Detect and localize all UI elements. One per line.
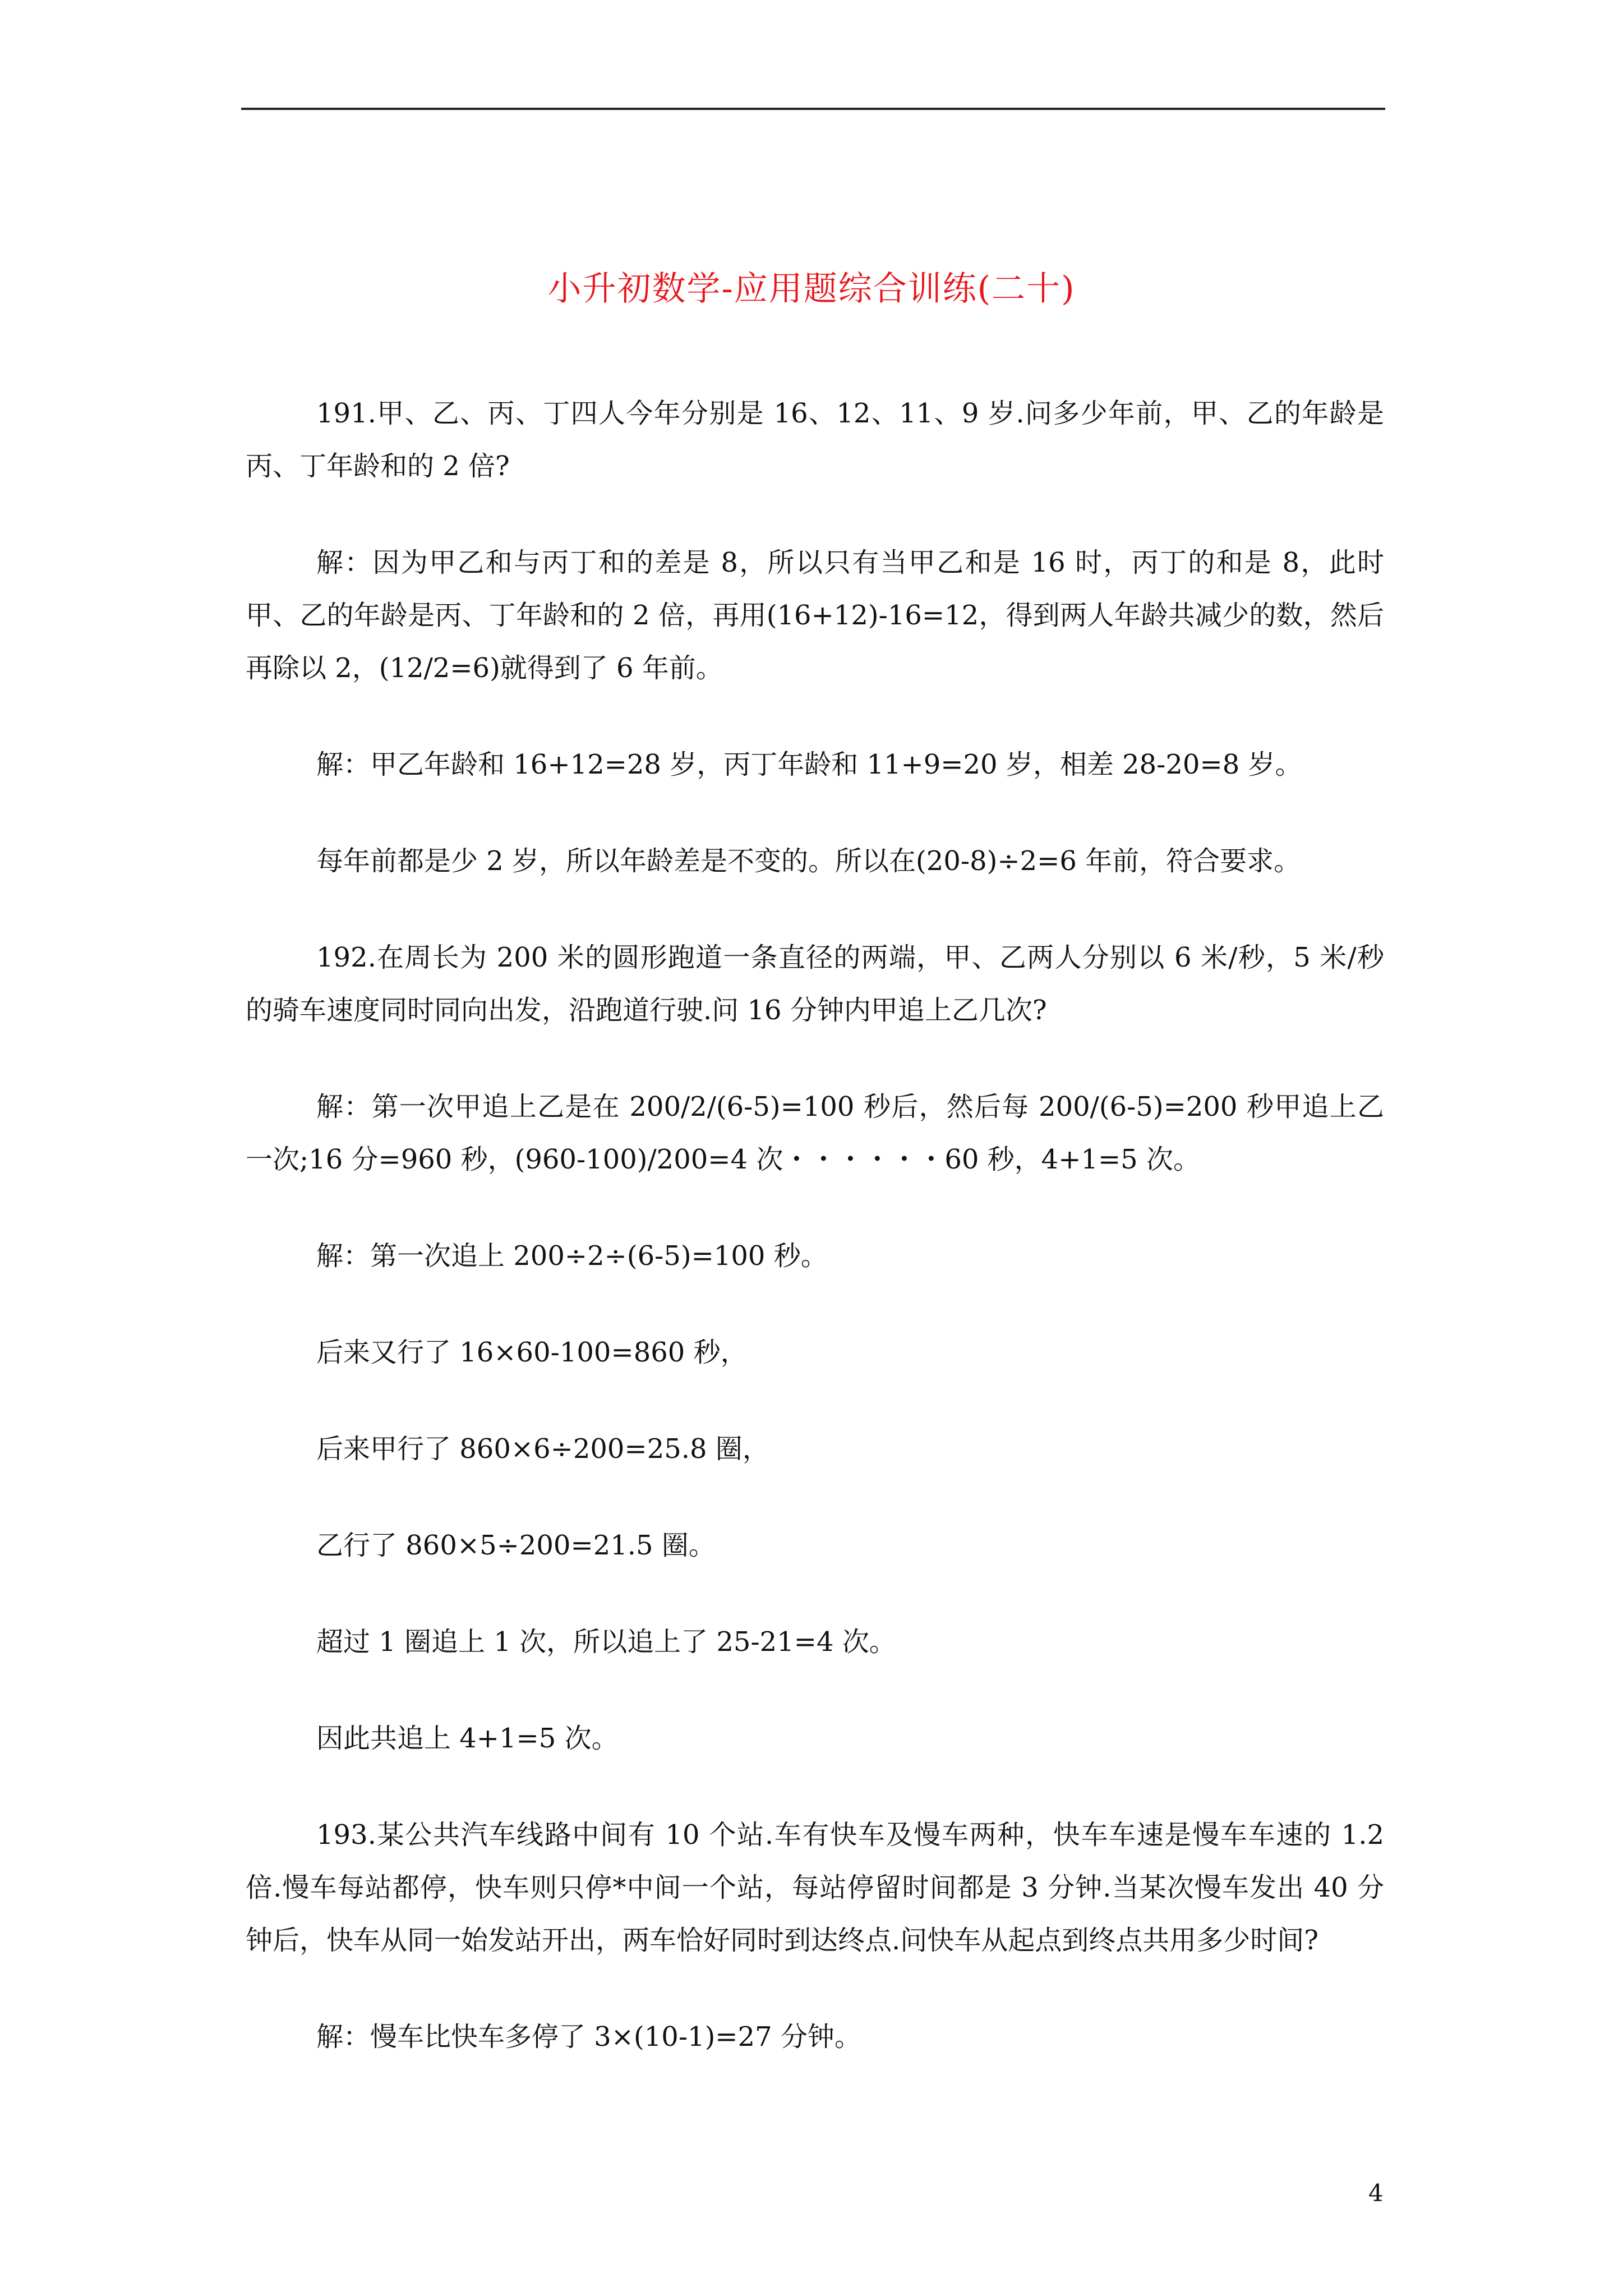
problem-192-solution-2-step: 因此共追上 4+1=5 次。 — [316, 1723, 619, 1754]
problem-192-solution-2: 解：第一次追上 200÷2÷(6-5)=100 秒。 — [316, 1240, 828, 1272]
problem-191-solution-2: 解：甲乙年龄和 16+12=28 岁，丙丁年龄和 11+9=20 岁，相差 28-20=8 岁。 — [316, 749, 1302, 780]
header-rule — [241, 108, 1385, 110]
problem-191-question: 191.甲、乙、丙、丁四人今年分别是 16、12、11、9 岁.问多少年前，甲、乙的年龄是丙、丁年龄和的 2 倍? — [246, 398, 1384, 482]
problem-191-solution-2-cont: 每年前都是少 2 岁，所以年龄差是不变的。所以在(20-8)÷2=6 年前，符合要求。 — [316, 845, 1301, 877]
problem-192-solution-2-step: 乙行了 860×5÷200=21.5 圈。 — [316, 1530, 716, 1561]
problem-193-solution: 解：慢车比快车多停了 3×(10-1)=27 分钟。 — [316, 2021, 861, 2053]
problem-193-question: 193.某公共汽车线路中间有 10 个站.车有快车及慢车两种，快车车速是慢车车速的 1.2 倍.慢车每站都停，快车则只停*中间一个站，每站停留时间都是 3 分钟.当某次慢车发出 40 分钟后，快车从同一始发站开出，两车恰好同时到达终点.问快车从起点到终点共用多少时间? — [246, 1819, 1384, 1956]
problem-192-solution-2-step: 后来又行了 16×60-100=860 秒， — [316, 1337, 748, 1368]
problem-192-question: 192.在周长为 200 米的圆形跑道一条直径的两端，甲、乙两人分别以 6 米/秒，5 米/秒的骑车速度同时同向出发，沿跑道行驶.问 16 分钟内甲追上乙几次? — [246, 942, 1384, 1026]
problem-192-solution-1: 解：第一次甲追上乙是在 200/2/(6-5)=100 秒后，然后每 200/(6-5)=200 秒甲追上乙一次;16 分=960 秒，(960-100)/200=4 次・・・・・・60 秒，4+1=5 次。 — [246, 1091, 1384, 1175]
page-number: 4 — [1368, 2179, 1384, 2207]
problem-192-solution-2-step: 超过 1 圈追上 1 次，所以追上了 25-21=4 次。 — [316, 1626, 896, 1658]
problem-192-solution-2-step: 后来甲行了 860×6÷200=25.8 圈， — [316, 1433, 769, 1465]
page-title: 小升初数学-应用题综合训练(二十) — [547, 269, 1076, 309]
problem-191-solution-1: 解：因为甲乙和与丙丁和的差是 8，所以只有当甲乙和是 16 时，丙丁的和是 8，此时甲、乙的年龄是丙、丁年龄和的 2 倍，再用(16+12)-16=12，得到两人年龄共减少的数，然后再除以 2，(12/2=6)就得到了 6 年前。 — [246, 547, 1384, 684]
document-body — [246, 387, 1384, 2107]
